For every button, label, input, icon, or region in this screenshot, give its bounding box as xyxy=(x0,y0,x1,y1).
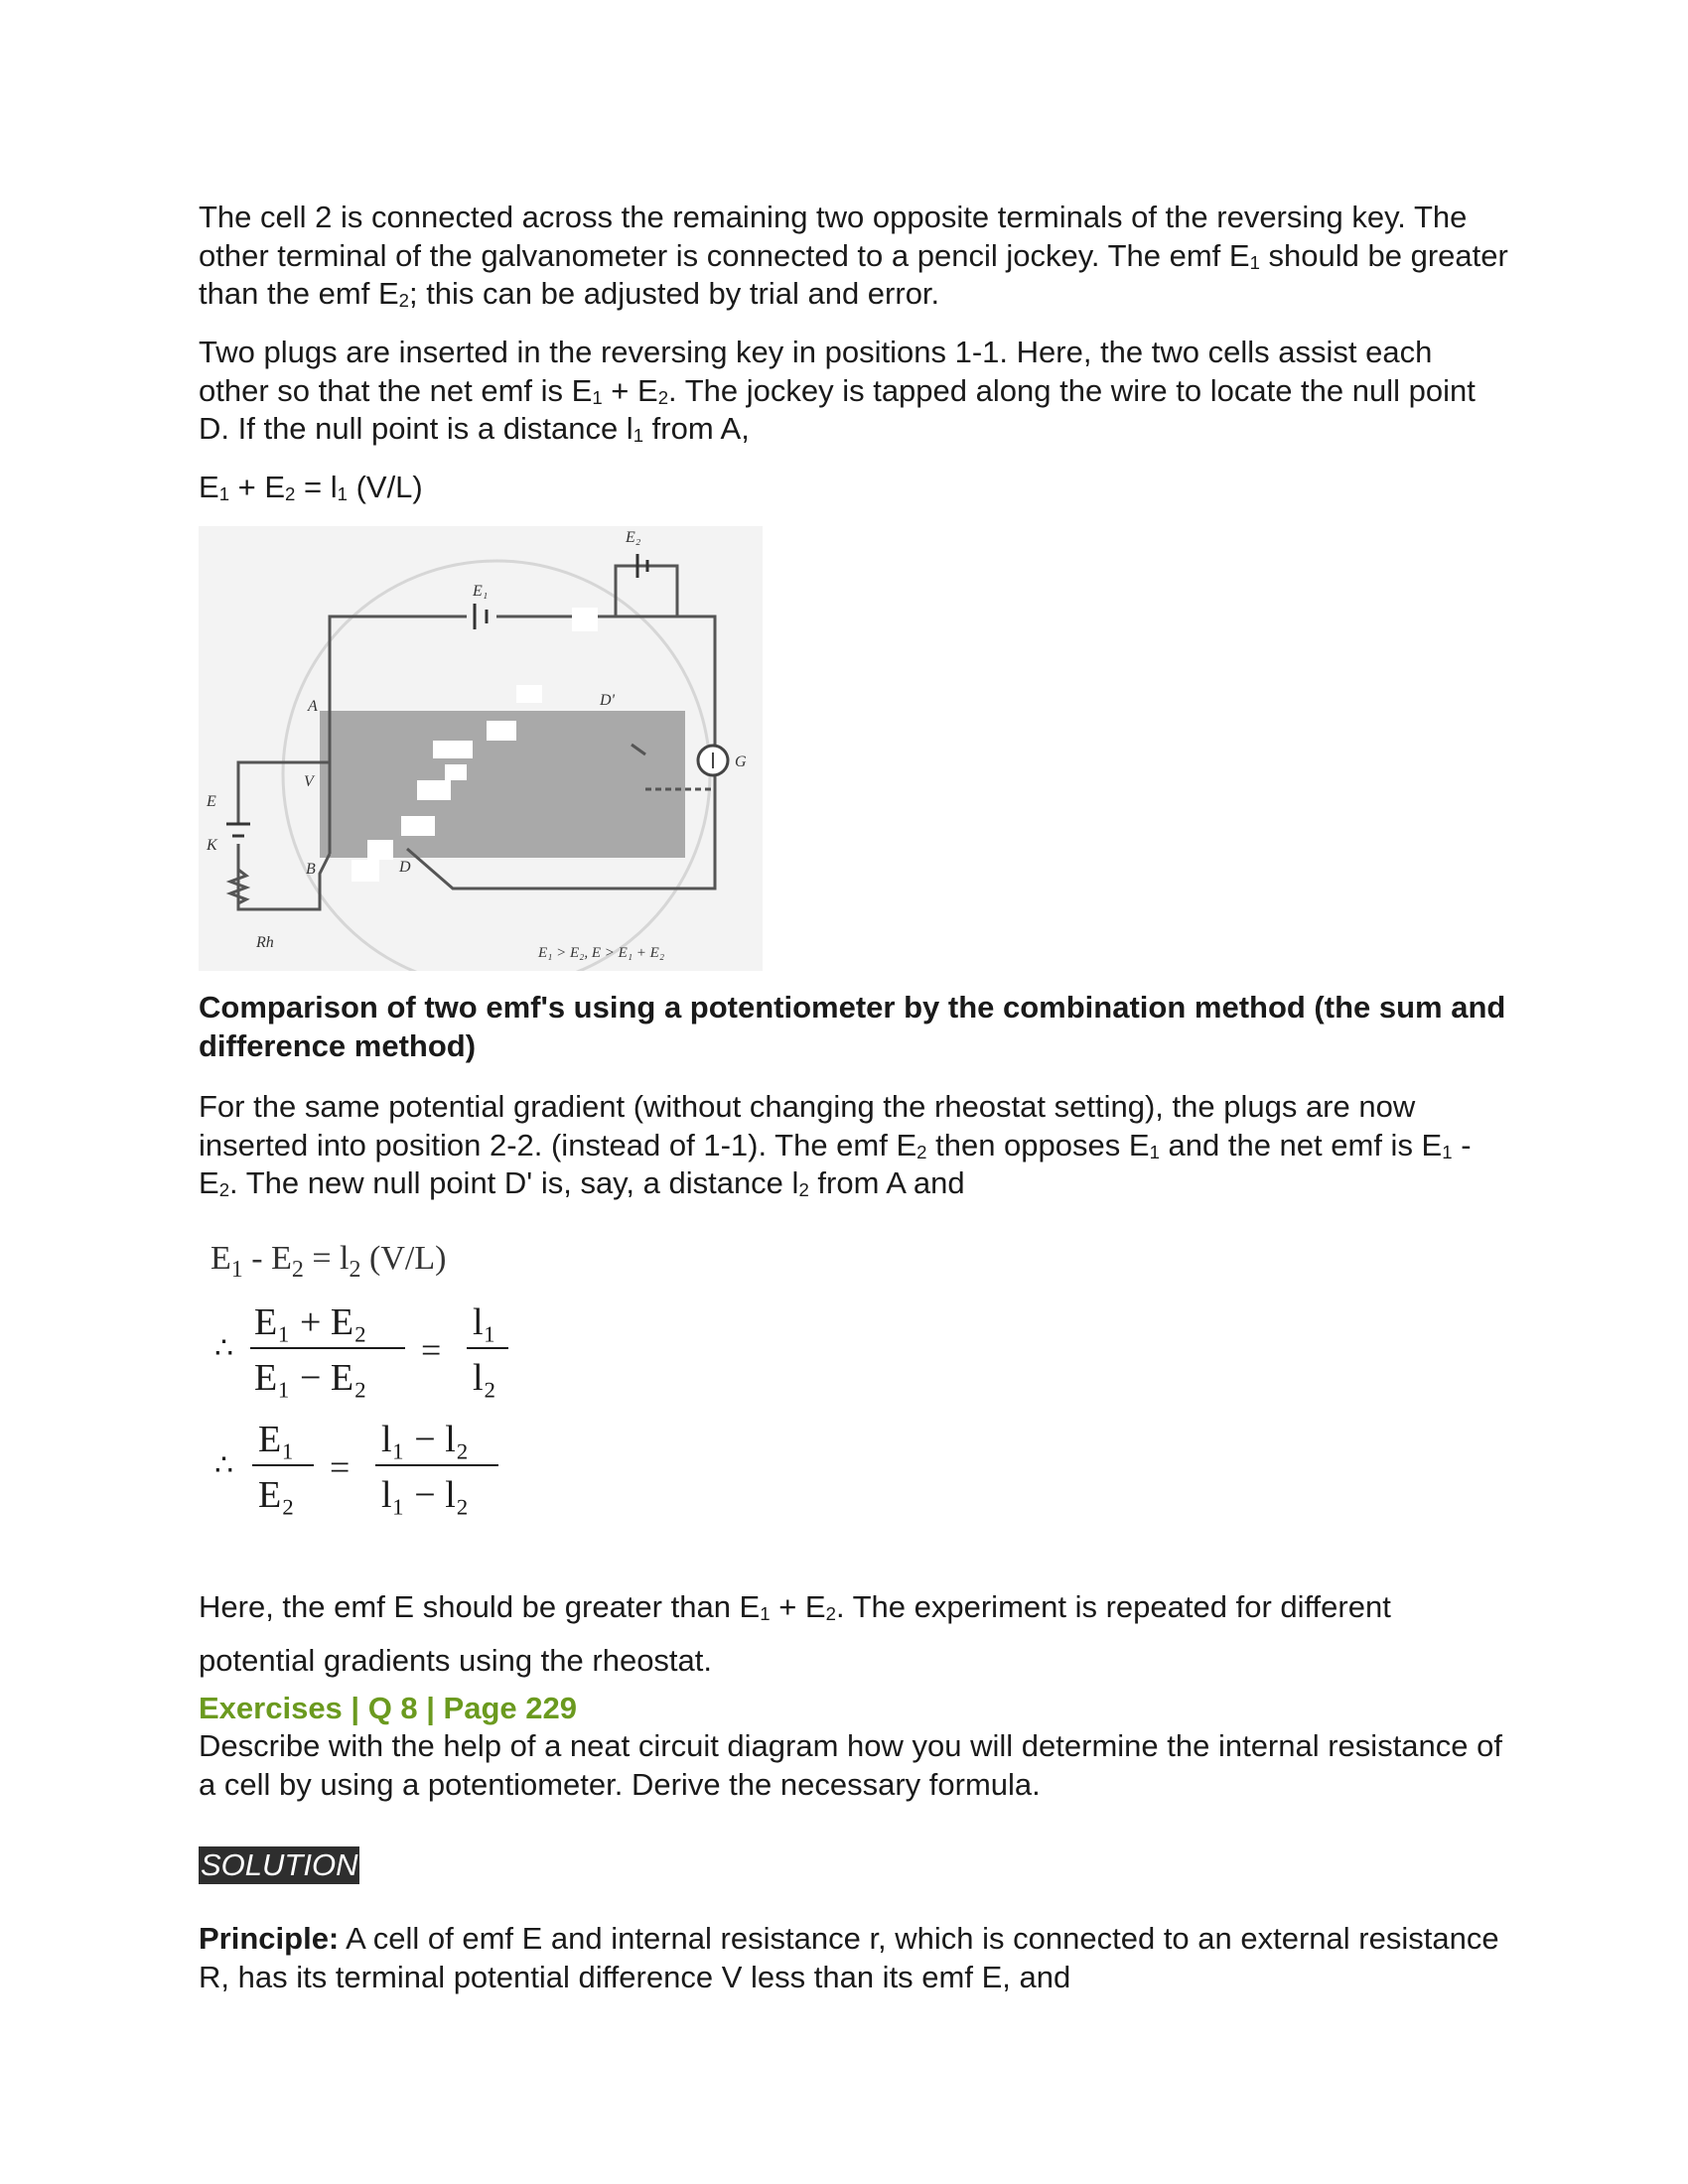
text-run: The cell 2 is connected across the remaining two opposite terminals of the reversing key. The other terminal of the galvanometer is connected to a pencil jockey. The emf E xyxy=(199,200,1468,273)
label-e: E xyxy=(207,793,216,810)
fraction-numerator: l₁ − l₂ xyxy=(381,1419,470,1460)
text-run: For the same potential gradient (without changing the rheostat setting), the plugs are now inserted into position 2-2. (instead of 1-1). The emf E xyxy=(199,1089,1416,1162)
therefore-symbol: ∴ xyxy=(214,1332,234,1365)
subscript: 2 xyxy=(916,1141,927,1162)
ratio-equation-2 xyxy=(214,1419,498,1516)
text-run: E xyxy=(199,470,219,504)
label-g: G xyxy=(735,753,747,770)
text-run: + E xyxy=(770,1589,826,1624)
paragraph-plugs-position xyxy=(199,334,1509,449)
text-run: . The jockey is tapped along the wire to locate the null point D. If the null point is a distance l xyxy=(199,372,1476,446)
fraction-denominator: E₂ xyxy=(258,1474,295,1516)
fraction-numerator: l₁ xyxy=(473,1301,496,1343)
text-run: . The new null point D' is, say, a distance l xyxy=(229,1165,799,1200)
principle-label: Principle: xyxy=(199,1921,340,1956)
text-run: . The experiment is repeated for different potential gradients using the rheostat. xyxy=(199,1589,1391,1678)
text-run: = l xyxy=(295,470,338,504)
text-run: Here, the emf E should be greater than E xyxy=(199,1589,761,1624)
subscript: 2 xyxy=(657,386,669,408)
paragraph-difference-method xyxy=(199,1088,1509,1203)
therefore-symbol: ∴ xyxy=(214,1449,234,1482)
fraction-numerator: E₁ xyxy=(258,1419,295,1460)
paragraph-reversing-key xyxy=(199,199,1509,314)
equals-sign: = xyxy=(330,1447,351,1487)
subscript: 1 xyxy=(633,424,644,446)
subscript: 1 xyxy=(592,386,603,408)
text-run: + E xyxy=(602,372,658,408)
figure-caption: E₁ > E₂, E > E₁ + E₂ xyxy=(538,945,665,961)
subscript: 1 xyxy=(337,482,348,504)
subscript: 2 xyxy=(398,289,409,311)
label-d-prime: D' xyxy=(600,692,615,709)
text-run: then opposes E xyxy=(926,1127,1150,1162)
solution-label: SOLUTION xyxy=(201,1847,358,1882)
exercise-heading: Exercises | Q 8 | Page 229 xyxy=(199,1691,577,1725)
principle-text: A cell of emf E and internal resistance r, which is connected to an external resistance R, has its terminal potential difference V less than its emf E, and xyxy=(199,1921,1499,1994)
subscript: 2 xyxy=(218,1178,230,1200)
subscript: 2 xyxy=(798,1178,809,1200)
ratio-equation-1 xyxy=(214,1301,508,1399)
text-run: and the net emf is E xyxy=(1159,1127,1443,1162)
equals-sign: = xyxy=(421,1330,442,1370)
subscript: 1 xyxy=(1442,1141,1453,1162)
subscript: 1 xyxy=(1249,251,1260,273)
subscript: 1 xyxy=(760,1602,771,1624)
label-b: B xyxy=(306,861,316,878)
fraction-numerator: E₁ + E₂ xyxy=(254,1301,367,1343)
label-v: V xyxy=(304,773,314,790)
subscript: 2 xyxy=(825,1602,836,1624)
label-k: K xyxy=(207,837,217,854)
text-run: from A and xyxy=(808,1165,965,1200)
text-run: from A, xyxy=(643,411,750,446)
potentiometer-circuit-figure xyxy=(199,526,763,971)
paragraph-emf-condition xyxy=(199,1580,1509,1688)
subscript: 2 xyxy=(285,482,296,504)
label-e1: E₁ xyxy=(473,583,489,600)
text-run: + E xyxy=(229,470,286,504)
label-e2: E₂ xyxy=(626,529,641,546)
text-run: Two plugs are inserted in the reversing key in positions 1-1. Here, the two cells assist each other so that the net emf is E xyxy=(199,335,1433,408)
fraction-denominator: l₂ xyxy=(473,1357,496,1399)
text-run: (V/L) xyxy=(347,470,423,504)
equation-sum xyxy=(199,469,423,507)
subscript: 1 xyxy=(1149,1141,1160,1162)
label-rh: Rh xyxy=(256,934,274,951)
fraction-denominator: l₁ − l₂ xyxy=(381,1474,470,1516)
principle-paragraph xyxy=(199,1920,1509,1996)
text-run: ; this can be adjusted by trial and error. xyxy=(408,276,940,311)
text-run: - E xyxy=(199,1127,1472,1200)
equation-difference: $E_1 - E_2 = l_2$ (V/L) xyxy=(211,1240,447,1283)
section-heading: Comparison of two emf's using a potentiometer by the combination method (the sum and difference method) xyxy=(199,990,1506,1063)
fraction-denominator: E₁ − E₂ xyxy=(254,1357,367,1399)
label-a: A xyxy=(308,698,318,715)
math-derivation xyxy=(211,1231,727,1529)
subscript: 1 xyxy=(218,482,230,504)
text-run: should be greater than the emf E xyxy=(199,237,1508,311)
label-d: D xyxy=(399,859,411,876)
question-text: Describe with the help of a neat circuit diagram how you will determine the internal resistance of a cell by using a potentiometer. Derive the necessary formula. xyxy=(199,1728,1502,1802)
